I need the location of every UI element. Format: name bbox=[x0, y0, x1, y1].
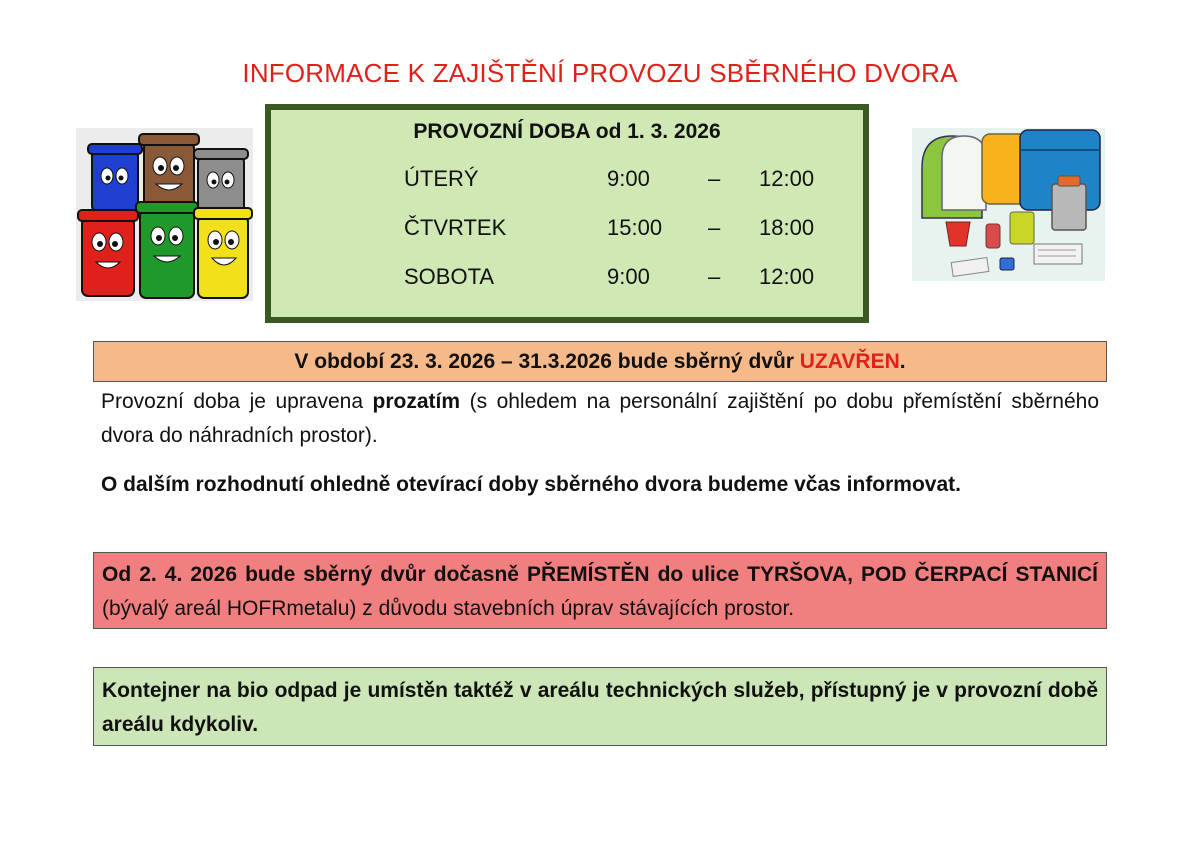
closed-period-end: . bbox=[899, 350, 906, 373]
brown-bin-icon bbox=[139, 134, 199, 208]
temp-note-bold: prozatím bbox=[372, 390, 461, 413]
temp-note-after: (s ohledem na personální zajištění po dobu přemístění sběrného dvora do náhradních prostor). bbox=[101, 390, 1100, 447]
bucket-icon bbox=[946, 222, 970, 246]
temp-note-before: Provozní doba je upravena bbox=[101, 390, 373, 413]
relocation-rest: (bývalý areál HOFRmetalu) z důvodu stavebních úprav stávajících prostor. bbox=[102, 597, 795, 620]
opening-hours-box bbox=[265, 104, 869, 323]
grey-bin-icon bbox=[194, 149, 248, 216]
closed-period-text: V období 23. 3. 2026 – 31.3.2026 bude sběrný dvůr bbox=[294, 350, 800, 373]
hours-dash: – bbox=[708, 215, 721, 240]
hours-to: 12:00 bbox=[759, 264, 815, 289]
hours-to: 12:00 bbox=[759, 166, 815, 191]
hours-row bbox=[271, 264, 863, 294]
relocation-notice bbox=[93, 552, 1107, 629]
hours-day: SOBOTA bbox=[404, 264, 495, 289]
closed-highlight: UZAVŘEN bbox=[799, 350, 900, 373]
can-icon bbox=[1000, 258, 1014, 270]
temporary-hours-note bbox=[101, 385, 1099, 453]
newspaper-stack-icon bbox=[1034, 244, 1082, 264]
red-bin-icon bbox=[78, 210, 138, 296]
yellow-bin-icon bbox=[194, 208, 252, 298]
bin-icon bbox=[1052, 176, 1086, 230]
cartoon-bins-illustration bbox=[76, 128, 253, 301]
canister-icon bbox=[1010, 212, 1034, 244]
hours-to: 18:00 bbox=[759, 215, 815, 240]
paper-pile-icon bbox=[951, 258, 989, 277]
hours-from: 9:00 bbox=[607, 166, 650, 191]
hours-dash: – bbox=[708, 264, 721, 289]
hours-row bbox=[271, 215, 863, 245]
hours-day: ČTVRTEK bbox=[404, 215, 507, 240]
green-bin-icon bbox=[136, 202, 198, 298]
relocation-bold: Od 2. 4. 2026 bude sběrný dvůr dočasně PŘEMÍSTĚN do ulice TYRŠOVA, POD ČERPACÍ STANICÍ bbox=[102, 563, 1098, 586]
hours-from: 9:00 bbox=[607, 264, 650, 289]
bio-waste-notice: Kontejner na bio odpad je umístěn taktéž v areálu technických služeb, přístupný je v provozní době areálu kdykoliv. bbox=[93, 667, 1107, 746]
recycling-containers-illustration bbox=[912, 128, 1105, 281]
white-bell-container-icon bbox=[942, 136, 986, 210]
hours-row bbox=[271, 166, 863, 196]
page-title: INFORMACE K ZAJIŠTĚNÍ PROVOZU SBĚRNÉHO DVORA bbox=[242, 58, 958, 88]
decision-note: O dalším rozhodnutí ohledně otevírací doby sběrného dvora budeme včas informovat. bbox=[101, 473, 961, 496]
opening-hours-heading: PROVOZNÍ DOBA od 1. 3. 2026 bbox=[413, 120, 721, 143]
bottle-icon bbox=[986, 224, 1000, 248]
hours-dash: – bbox=[708, 166, 721, 191]
hours-from: 15:00 bbox=[607, 215, 663, 240]
closed-period-banner bbox=[93, 341, 1107, 382]
blue-bin-icon bbox=[88, 144, 142, 212]
hours-day: ÚTERÝ bbox=[404, 166, 479, 191]
